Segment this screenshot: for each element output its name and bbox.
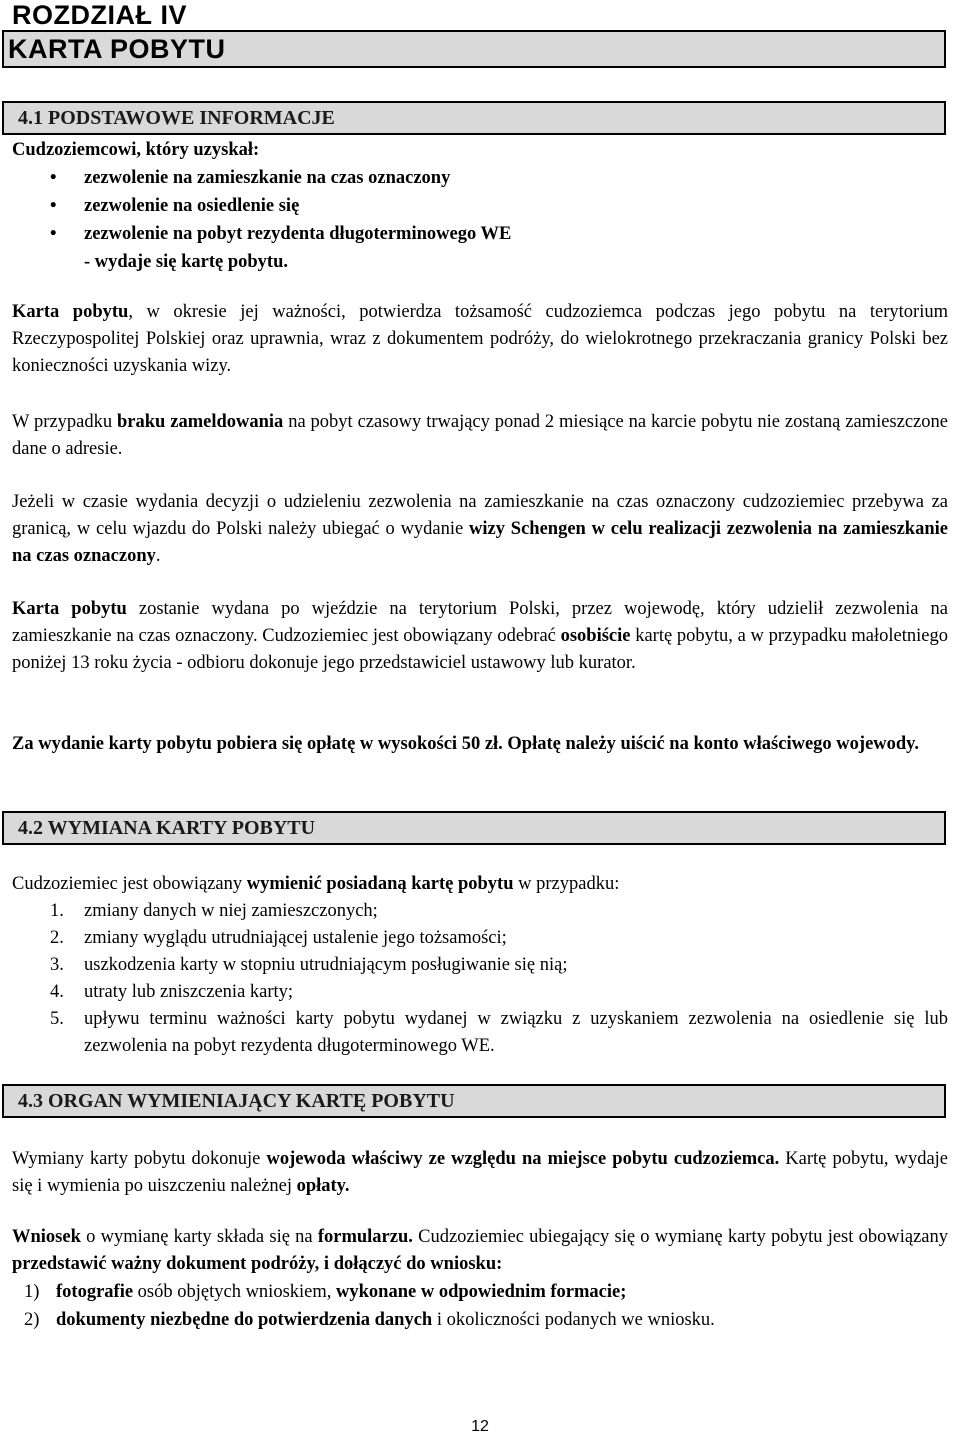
intro-text: Cudzoziemcowi, który uzyskał: xyxy=(12,140,260,160)
list-item: 2. zmiany wyglądu utrudniającej ustalenie jego tożsamości; xyxy=(50,928,507,948)
paragraph-wiza: Jeżeli w czasie wydania decyzji o udzieleniu zezwolenia na zamieszkanie na czas oznaczony cudzoziemiec przebywa za granicą, w celu wjazdu do Polski należy ubiegać o wydanie wizy Schengen w celu realizacji zezwolenia na zamieszkanie na czas oznaczony. xyxy=(12,492,948,566)
bullet-list xyxy=(12,164,948,248)
list-item: 3. uszkodzenia karty w stopniu utrudniającym posługiwanie się nią; xyxy=(50,955,568,975)
list-item: • zezwolenie na zamieszkanie na czas oznaczony xyxy=(50,168,451,188)
section-4-1 xyxy=(12,136,948,276)
bullet-tail: - wydaje się kartę pobytu. xyxy=(84,252,289,272)
list-item: 2) dokumenty niezbędne do potwierdzenia danych i okoliczności podanych we wniosku. xyxy=(24,1310,715,1330)
paragraph-zameldowanie: W przypadku braku zameldowania na pobyt czasowy trwający ponad 2 miesiące na karcie pobytu nie zostaną zamieszczone dane o adresie. xyxy=(12,412,948,459)
paragraph-organ: Wymiany karty pobytu dokonuje wojewoda właściwy ze względu na miejsce pobytu cudzoziemca. Kartę pobytu, wydaje się i wymienia po uiszczeniu należnej opłaty. xyxy=(12,1149,949,1196)
chapter-number: ROZDZIAŁ IV xyxy=(12,0,187,30)
paragraph-wydanie: Karta pobytu zostanie wydana po wjeździe na terytorium Polski, przez wojewodę, który udzielił zezwolenia na zamieszkanie na czas oznaczony. Cudzoziemiec jest obowiązany odebrać osobiście kartę pobytu, a w przypadku małoletniego poniżej 13 roku życia - odbioru dokonuje jego przedstawiciel ustawowy lub kurator. xyxy=(12,599,948,673)
chapter-title: KARTA POBYTU xyxy=(2,30,946,68)
list-item: 4. utraty lub zniszczenia karty; xyxy=(50,982,294,1002)
section-4-2: Cudzoziemiec jest obowiązany wymienić posiadaną kartę pobytu w przypadku: 1. zmiany danych w niej zamieszczonych; 2. zmiany wyglądu utrudniającej ustalenie jego tożsamości; 3. uszkodzenia karty w stopniu utrudniającym posługiwanie się nią; 4. utraty lub zniszczenia karty; 5. upływu terminu ważności karty pobytu wydanej w związku z uzyskaniem zezwolenia na osiedlenie się lub zezwolenia na pobyt rezydenta długoterminowego WE. xyxy=(12,871,948,1060)
section-heading-4-1: 4.1 PODSTAWOWE INFORMACJE xyxy=(2,101,946,135)
list-item: • zezwolenie na osiedlenie się xyxy=(50,196,300,216)
section-heading-4-3: 4.3 ORGAN WYMIENIAJĄCY KARTĘ POBYTU xyxy=(2,1084,946,1118)
list-item: 1) fotografie osób objętych wnioskiem, wykonane w odpowiednim formacie; xyxy=(24,1282,627,1302)
paragraph-oplata: Za wydanie karty pobytu pobiera się opłatę w wysokości 50 zł. Opłatę należy uiścić na konto właściwego wojewody. xyxy=(12,734,920,754)
section-heading-4-2: 4.2 WYMIANA KARTY POBYTU xyxy=(2,811,946,845)
paragraph-wniosek: Wniosek o wymianę karty składa się na formularzu. Cudzoziemiec ubiegający się o wymianę karty pobytu jest obowiązany przedstawić ważny dokument podróży, i dołączyć do wniosku: 1) fotografie osób objętych wnioskiem, wykonane w odpowiednim formacie; 2) dokumenty niezbędne do potwierdzenia danych i okoliczności podanych we wniosku. xyxy=(12,1224,948,1334)
list-item: 5. upływu terminu ważności karty pobytu wydanej w związku z uzyskaniem zezwolenia na osiedlenie się lub zezwolenia na pobyt rezydenta długoterminowego WE. xyxy=(50,1009,948,1056)
list-item: 1. zmiany danych w niej zamieszczonych; xyxy=(50,901,378,921)
list-item: • zezwolenie na pobyt rezydenta długoterminowego WE xyxy=(50,224,512,244)
document-page xyxy=(8,0,949,1330)
numbered-list xyxy=(12,898,948,1060)
attachment-list xyxy=(12,1278,948,1334)
page-number: 12 xyxy=(471,1418,489,1435)
paragraph-karta: Karta pobytu, w okresie jej ważności, potwierdza tożsamość cudzoziemca podczas jego pobytu na terytorium Rzeczypospolitej Polskiej oraz uprawnia, wraz z dokumentem podróży, do wielokrotnego przekraczania granicy Polski bez konieczności uzyskania wizy. xyxy=(12,302,948,376)
